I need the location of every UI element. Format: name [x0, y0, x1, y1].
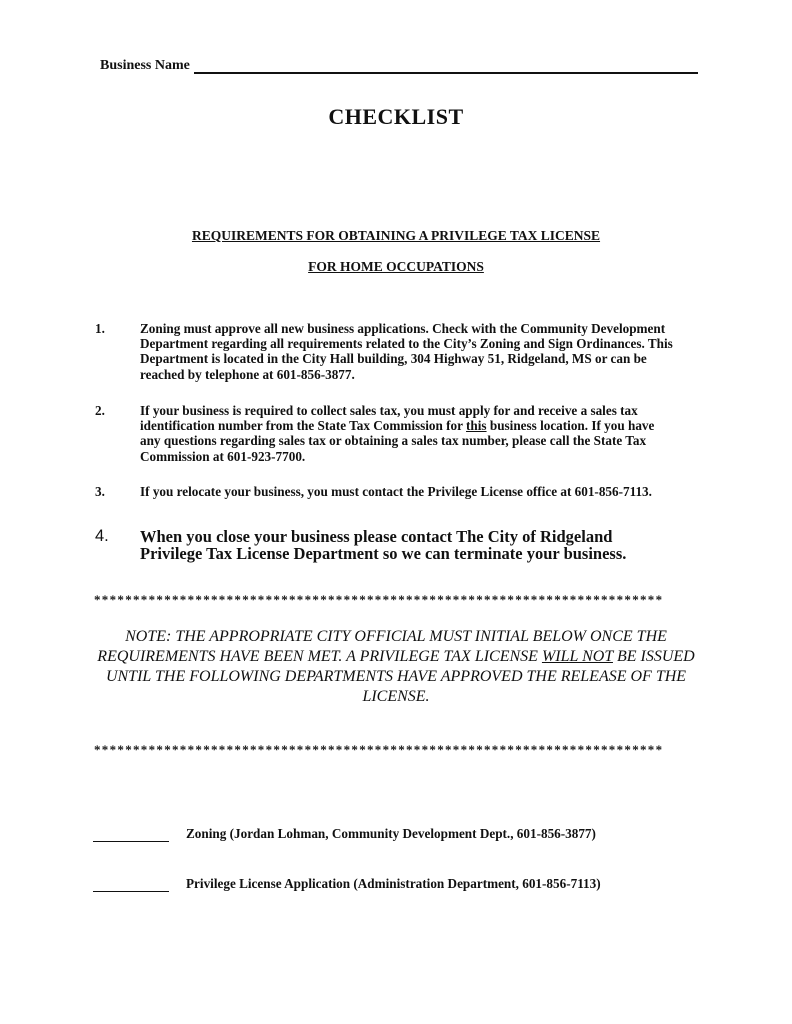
business-name-label: Business Name [100, 58, 190, 73]
item-text-emphasis: this [466, 418, 487, 434]
item-number: 4. [95, 527, 109, 545]
item-text: When you close your business please contact The City of Ridgeland Privilege Tax License Department so we can terminate your business. [140, 527, 627, 563]
approval-label-privilege-license: Privilege License Application (Administration Department, 601-856-7113) [186, 876, 601, 891]
approval-row-privilege-license [93, 876, 703, 892]
checklist-item-4 [95, 528, 675, 562]
subheading-home-occupations: FOR HOME OCCUPATIONS [308, 259, 484, 274]
note-emphasis: WILL NOT [541, 648, 613, 665]
subheading-requirements: REQUIREMENTS FOR OBTAINING A PRIVILEGE TAX LICENSE [191, 228, 601, 243]
separator-bottom: ************************************************************************* [94, 742, 664, 757]
checklist-item-3 [95, 484, 675, 499]
item-text-after: business location. If you have any questions regarding sales tax or obtaining a sales tax number, please call the State Tax Commission at 601-923-7700. [140, 418, 655, 464]
business-name-line [100, 58, 698, 74]
approval-label-zoning: Zoning (Jordan Lohman, Community Development Dept., 601-856-3877) [186, 826, 596, 841]
item-number: 1. [95, 321, 105, 336]
business-name-blank[interactable] [194, 58, 698, 74]
note-part-1: NOTE: THE APPROPRIATE CITY OFFICIAL MUST INITIAL BELOW ONCE THE REQUIREMENTS HAVE BEEN MET. A PRIVILEGE TAX LICENSE [97, 628, 667, 665]
item-number: 2. [95, 403, 105, 418]
separator-top: ************************************************************************* [94, 592, 664, 607]
item-number: 3. [95, 484, 105, 499]
page-title: CHECKLIST [328, 104, 464, 129]
checklist-item-1 [95, 321, 675, 382]
checklist-item-2 [95, 403, 675, 464]
item-text [140, 403, 675, 464]
item-text-before: If your business is required to collect sales tax, you must apply for and receive a sales tax identification number from the State Tax Commission for [140, 403, 638, 434]
official-note [95, 627, 697, 707]
item-text: Zoning must approve all new business applications. Check with the Community Development Department regarding all requirements related to the City’s Zoning and Sign Ordinances. This Department is located in the City Hall building, 304 Highway 51, Ridgeland, MS or can be reached by telephone at 601-856-3877. [140, 321, 673, 382]
item-text: If you relocate your business, you must contact the Privilege License office at 601-856-7113. [140, 484, 652, 499]
initial-blank-privilege-license[interactable] [93, 879, 169, 892]
approval-row-zoning [93, 826, 703, 842]
note-part-2: BE ISSUED UNTIL THE FOLLOWING DEPARTMENTS HAVE APPROVED THE RELEASE OF THE LICENSE. [105, 648, 695, 705]
initial-blank-zoning[interactable] [93, 829, 169, 842]
